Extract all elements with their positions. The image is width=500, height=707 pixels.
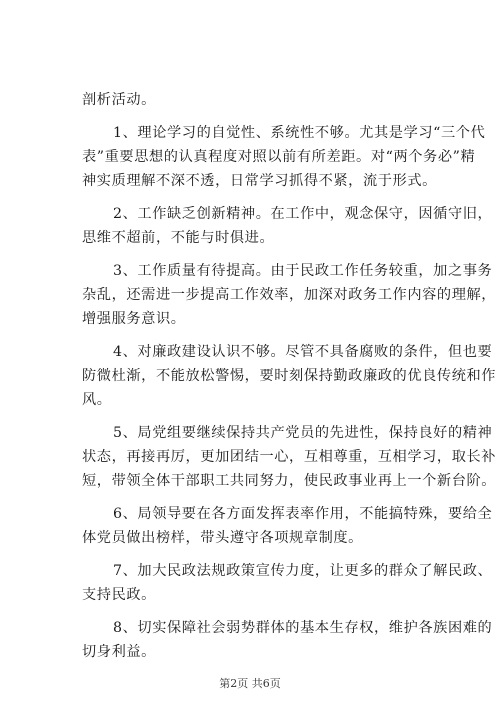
text-line: 防微杜渐，不能放松警惕，要时刻保持勤政廉政的优良传统和作 [82, 368, 497, 384]
paragraph [82, 559, 493, 607]
text-line: 表”重要思想的认真程度对照以前有所差距。对“两个务必”精 [82, 149, 476, 165]
text-line: 增强服务意识。 [82, 311, 186, 327]
text-line: 7、加大民政法规政策宣传力度，让更多的群众了解民政、 [113, 563, 493, 579]
text-line: 杂乱，还需进一步提高工作效率，加深对政务工作内容的理解， [82, 287, 497, 303]
paragraph [82, 616, 493, 664]
page-footer: 第2页 共6页 [219, 677, 281, 690]
text-line: 风。 [82, 392, 112, 408]
text-line: 2、工作缺乏创新精神。在工作中，观念保守，因循守旧， [113, 206, 493, 222]
paragraph [82, 88, 420, 112]
text-line: 1、理论学习的自觉性、系统性不够。尤其是学习“三个代 [113, 125, 486, 141]
paragraph [82, 340, 497, 412]
text-line: 4、对廉政建设认识不够。尽管不具备腐败的条件，但也要 [113, 344, 493, 360]
paragraph [82, 502, 493, 550]
text-line: 支持民政。 [82, 587, 156, 603]
text-line: 切身利益。 [82, 644, 156, 660]
paragraph [82, 421, 497, 493]
document-body [82, 88, 497, 664]
text-line: 状态，再接再厉，更加团结一心，互相尊重，互相学习，取长补 [82, 449, 497, 465]
text-line: 8、切实保障社会弱势群体的基本生存权，维护各族困难的 [113, 620, 493, 636]
paragraph [82, 202, 493, 250]
text-line: 6、局领导要在各方面发挥表率作用，不能搞特殊，要给全 [113, 506, 493, 522]
paragraph [82, 259, 497, 331]
text-line: 剖析活动。 [82, 92, 156, 108]
text-line: 思维不超前，不能与时俱进。 [82, 230, 275, 246]
text-line: 体党员做出榜样，带头遵守各项规章制度。 [82, 530, 363, 546]
text-line: 短，带领全体干部职工共同努力，使民政事业再上一个新台阶。 [82, 473, 497, 489]
text-line: 神实质理解不深不透，日常学习抓得不紧，流于形式。 [82, 173, 437, 189]
text-line: 5、局党组要继续保持共产党员的先进性，保持良好的精神 [113, 425, 493, 441]
paragraph [82, 121, 486, 193]
text-line: 3、工作质量有待提高。由于民政工作任务较重，加之事务 [113, 263, 493, 279]
